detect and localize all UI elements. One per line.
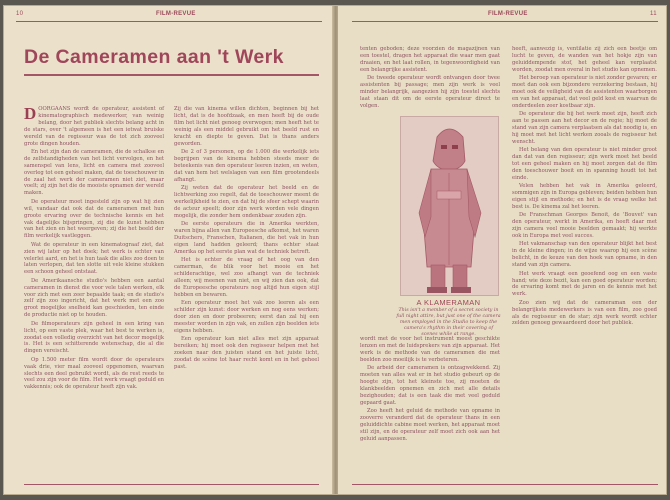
magazine-spread: [4, 6, 666, 494]
paragraph: Een operateur moet het vak zoo leeren als een schilder zijn kunst: door werken en nog eens werken; door zien en door probeeren; eerst dan zal hij een meester worden in zijn vak, en zullen zijn beelden iets eigens hebben.: [174, 299, 319, 334]
photo-caption-body: This isn't a member of a secret society in full night attire, but just one of the camera men employed in the Studio to keep the camera's rhythm in their covering of scenes while at range.: [396, 308, 501, 337]
paragraph: Het vakmanschap van den operateur blijkt het best in de kleine dingen; in de wijze waarop hij een scène belicht, in de keuze van den hoek van opname, in den stand van zijn camera.: [512, 241, 657, 269]
header-rule-left: [16, 21, 322, 22]
right-column-1-bottom: [360, 336, 500, 486]
paragraph: De Franschman Georges Benoit, de 'Bouvet' van den operateur, werkt in Amerika, en heeft daar met zijn camera veel mooie beelden gemaakt; hij werkte ook in Europa met veel succes.: [512, 212, 657, 240]
photo-caption-title: A KLAMERAMAN: [416, 298, 481, 307]
running-head-left: FILM-REVUE: [156, 11, 196, 17]
paragraph: En het zijn dan de cameramen, die de schalkse en de zelfstandigheden van het licht vervolgen, en het samenspel van lens, licht en camera met zooveel overleg tot een geheel maken, dat de toeschouwer in de zaal het werk der cameramen niet ziet, maar voelt; zij zijn het die de mooiste opnamen der wereld maken.: [24, 148, 164, 197]
paragraph: DOORGAANS wordt de operateur, assistent of kinematographisch medewerker, van weinig belang, door het publiek slechts belang acht in de stars, over 't algemeen is het een ietwat bruiske wereld van de regisseur was de tot zich zooveel grote dingen houden.: [24, 104, 164, 147]
paragraph: Velen hebben het vak in Amerika geleerd, sommigen zijn in Europa gebleven; beiden hebben hun eigen stijl en methode; en het is de vraag welke het best is. De kinema zal het leeren.: [512, 183, 657, 210]
paragraph: Op 1.500 meter film wordt door de operateurs vaak drie, vier maal zooveel opgenomen, waarvan slechts een deel gebruikt wordt, als de rest reeds te veel zou zijn voor de film. Het werk vraagt geduld en vakkennis; ook de operateur heeft zijn vak.: [24, 356, 164, 391]
paragraph: Zoo heeft het geluid de methode van opname in zooverre veranderd dat de operateur thans in een geluiddichte cabine moet werken, het apparaat moet stil zijn, en de operateur zelf moet zich ook aan het geluid aanpassen.: [360, 408, 500, 442]
title-rule: [24, 74, 319, 76]
footer-rule-right: [352, 484, 658, 485]
paragraph: tenten geboden; deze voorzien de magazijnen van een toestel, dragen het apparaat die waar men gaat draaien, en het laat rollen, in tegenwoordigheid van een belangrijke assistent.: [360, 46, 500, 73]
paragraph: De filmoperateurs zijn geheel in een kring van licht, op een vaste plek, waar het best te werken is, zoodat een volledig overzicht van het decor mogelijk is. Het is een schitterende wetenschap, die al die dingen vereischt.: [24, 320, 164, 355]
hooded-cameraman-illustration: [401, 117, 498, 295]
paragraph: De operateur moet ingesteld zijn op wat hij zien wil, vandaar dat ook dat de cameramen met hun groote ervaring over de technische kennis en het vak dagelijks bijspringen, zij die de kunst hebben van het zien en het weergeven; zij die het beeld der film werkelijk vastleggen.: [24, 198, 164, 240]
paragraph: De tweede operateur wordt ontvangen door twee assistenten bij passage; men zijn werk is veel minder belangrijk, aangezien hij zijn toestel slechts laat staan dit om de eerste operateur direct te volgen.: [360, 75, 500, 109]
paragraph: De eerste operateurs die in Amerika werkten, waren bijna allen van Europeesche afkomst, het waren Duitschers, Franschen, Italianen, die het vak in hun eigen land hadden geleerd; thans echter staat Amerika op het eerste plan wat de techniek betreft.: [174, 221, 319, 255]
footer-rule-left: [24, 484, 319, 485]
paragraph: heeft, aanwezig is, ventilatie zij zich een beetje om lucht te geven, de wanden van het hokje zijn van geluiddempende stof, het geheel kan verplaatst worden, zoodat men overal in het studio kan opnemen.: [512, 46, 657, 73]
running-head-right: FILM-REVUE: [488, 11, 528, 17]
page-number-left: 10: [16, 11, 24, 17]
left-column-1: [24, 106, 164, 486]
header-rule-right: [352, 21, 658, 22]
right-column-1-top: [360, 46, 500, 108]
paragraph: Zij die van kinema willen dichten, beginnen bij het licht, dat is de hoofdzaak, en men heeft bij de oude film het licht niet genoeg overwogen; men heeft het te weinig als een middel gebruikt om het beeld rust en kracht en diepte te geven. Dat is thans anders geworden.: [174, 106, 319, 147]
article-title: De Cameramen aan 't Werk: [24, 46, 284, 68]
left-page: [4, 6, 334, 494]
paragraph: Het belang van den operateur is niet minder groot dan dat van den regisseur; zijn werk moet het beeld tot een geheel maken en hij moet zorgen dat de film den toeschouwer boeit en in spanning houdt tot het einde.: [512, 147, 657, 181]
dropcap: D: [24, 104, 37, 123]
right-page: [338, 6, 666, 494]
paragraph: De operateur die bij het werk moet zijn, heeft zich aan te passen aan het decor en de regie; hij moet de stand van zijn camera verplaatsen als dat noodig is, en hij moet met het licht werken zooals de regisseur het wenscht.: [512, 111, 657, 145]
paragraph: Het is echter de vraag of het oog van den camerman, de blik voor het mooie en het schilderachtige, wel zoo afhangt van de techniek alleen; wij meenen van niet, en wij zien dan ook, dat de Europeesche operateurs nog altijd hun eigen stijl hebben en bewaren.: [174, 257, 319, 298]
paragraph: De 2 of 3 personen, op de 1.000 die werkelijk iets begrijpen van de kinema hebben steeds meer de beteekenis van den operateur leeren inzien, en weten, dat van hem het welslagen van een film grootendeels afhangt.: [174, 148, 319, 183]
paragraph: wordt met de voor het instrument meest geschikte lenzen en met de luidsprekers van zijn apparaat. Het werk is de methode van de cameramen die met beelden zoo moeilijk is te verbeteren.: [360, 336, 500, 363]
paragraph: Het beroep van operateur is niet zonder gevaren; er moet dan ook een bijzondere verzekering bestaan, hij moet ook de veiligheid van de assistenten waarborgen en van het apparaat, dat veel geld kost en waarvan de onderdeelen zeer kostbaar zijn.: [512, 75, 657, 109]
paragraph: De Amerikaansche studio's hebben een aantal cameramen in dienst die voor vele talen werken, elk voor zich met een zeer bepaalde taak; en de studio's zelf zijn zoo ingericht, dat het werk met een zoo groot mogelijke snelheid kan geschieden, ten einde de productie niet op te houden.: [24, 277, 164, 319]
paragraph: Wat de operateur in een kinematograaf ziet, dat zien wij later op het doek; het werk is echter van velerlei aard, en het is hun taak die alles zoo doen te laten verlopen, dat ten slotte uit vele kleine stukken een schoon geheel ontstaat.: [24, 241, 164, 276]
paragraph: Zoo zien wij dat de cameraman een der belangrijkste medewerkers is van een film, zoo goed als de regisseur en de star; zijn werk wordt echter zelden genoeg gewaardeerd door het publiek.: [512, 299, 657, 327]
paragraph: Zij weten dat de operateur het beeld en de lichtwerking zoo regelt, dat de toeschouwer meent de werkelijkheid te zien, en dat hij de sfeer schept waarin de acteur speelt; door zijn werk worden vele dingen mogelijk, die zonder hem ondenkbaar zouden zijn.: [174, 184, 319, 219]
cameraman-photo: [400, 116, 499, 296]
paragraph: De arbeid der cameramen is ontzagwekkend. Zij moeten van alles wat er in het studio gebeurt op de hoogte zijn, tot het kleinste toe, zij moeten de klankbeelden opnemen en zich met alle details bezighouden; dat is een taak die met veel geduld gepaard gaat.: [360, 365, 500, 406]
paragraph: Het werk vraagt een geoefend oog en een vaste hand; wie deze bezit, kan een goed operateur worden; de ervaring komt met de jaren en de kennis met het werk.: [512, 270, 657, 298]
page-number-right: 11: [650, 11, 657, 17]
left-column-2: [174, 106, 319, 486]
right-column-2: [512, 46, 657, 486]
paragraph: Een operateur kan niet alles met zijn apparaat bereiken; hij moet ook den regisseur helpen met het zoeken naar den juisten stand en het juiste licht, zoodat de scène tot haar recht komt en in het geheel past.: [174, 336, 319, 370]
